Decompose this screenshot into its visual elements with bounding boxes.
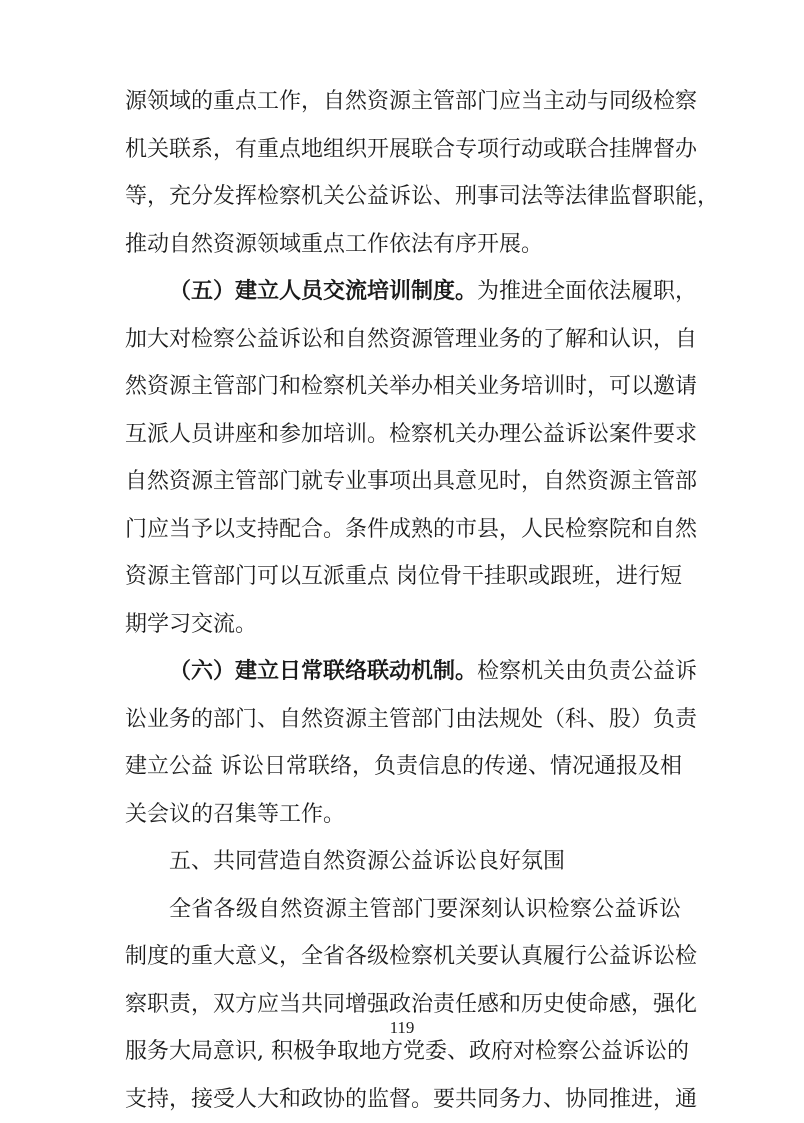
paragraph-line: 机关联系，有重点地组织开展联合专项行动或联合挂牌督办 xyxy=(125,126,681,174)
paragraph-line: 等，充分发挥检察机关公益诉讼、刑事司法等法律监督职能， xyxy=(125,173,681,221)
paragraph-line: 建立公益 诉讼日常联络，负责信息的传递、情况通报及相 xyxy=(125,743,681,791)
paragraph-line: 然资源主管部门和检察机关举办相关业务培训时，可以邀请 xyxy=(125,363,681,411)
paragraph-line: 支持，接受人大和政协的监督。要共同务力、协同推进，通 xyxy=(125,1076,681,1123)
paragraph-line: 期学习交流。 xyxy=(125,601,681,649)
paragraph-line: 互派人员讲座和参加培训。检察机关办理公益诉讼案件要求 xyxy=(125,411,681,459)
section-6-text: 检察机关由负责公益诉 xyxy=(477,659,697,684)
section-6-title: （六）建立日常联络联动机制。 xyxy=(169,659,477,684)
paragraph-line: 全省各级自然资源主管部门要深刻认识检察公益诉讼 xyxy=(125,886,681,934)
paragraph-line: 察职责，双方应当共同增强政治责任感和历史使命感，强化 xyxy=(125,981,681,1029)
paragraph-line: 讼业务的部门、自然资源主管部门由法规处（科、股）负责 xyxy=(125,696,681,744)
paragraph-line: 推动自然资源领域重点工作依法有序开展。 xyxy=(125,221,681,269)
section-6-first-line xyxy=(125,648,681,696)
section-5-first-line xyxy=(125,268,681,316)
paragraph-line: 关会议的召集等工作。 xyxy=(125,791,681,839)
section-5-title: （五）建立人员交流培训制度。 xyxy=(169,279,477,304)
paragraph-line: 源领域的重点工作，自然资源主管部门应当主动与同级检察 xyxy=(125,78,681,126)
body-text xyxy=(125,78,681,1123)
paragraph-line: 制度的重大意义，全省各级检察机关要认真履行公益诉讼检 xyxy=(125,933,681,981)
paragraph-line: 门应当予以支持配合。条件成熟的市县，人民检察院和自然 xyxy=(125,506,681,554)
paragraph-line: 服务大局意识, 积极争取地方党委、政府对检察公益诉讼的 xyxy=(125,1028,681,1076)
paragraph-line: 资源主管部门可以互派重点 岗位骨干挂职或跟班，进行短 xyxy=(125,553,681,601)
paragraph-line: 自然资源主管部门就专业事项出具意见时，自然资源主管部 xyxy=(125,458,681,506)
paragraph-line: 加大对检察公益诉讼和自然资源管理业务的了解和认识，自 xyxy=(125,316,681,364)
page-number: 119 xyxy=(0,1018,804,1038)
part-5-heading: 五、共同营造自然资源公益诉讼良好氛围 xyxy=(125,838,681,886)
section-5-text: 为推进全面依法履职， xyxy=(477,279,697,304)
